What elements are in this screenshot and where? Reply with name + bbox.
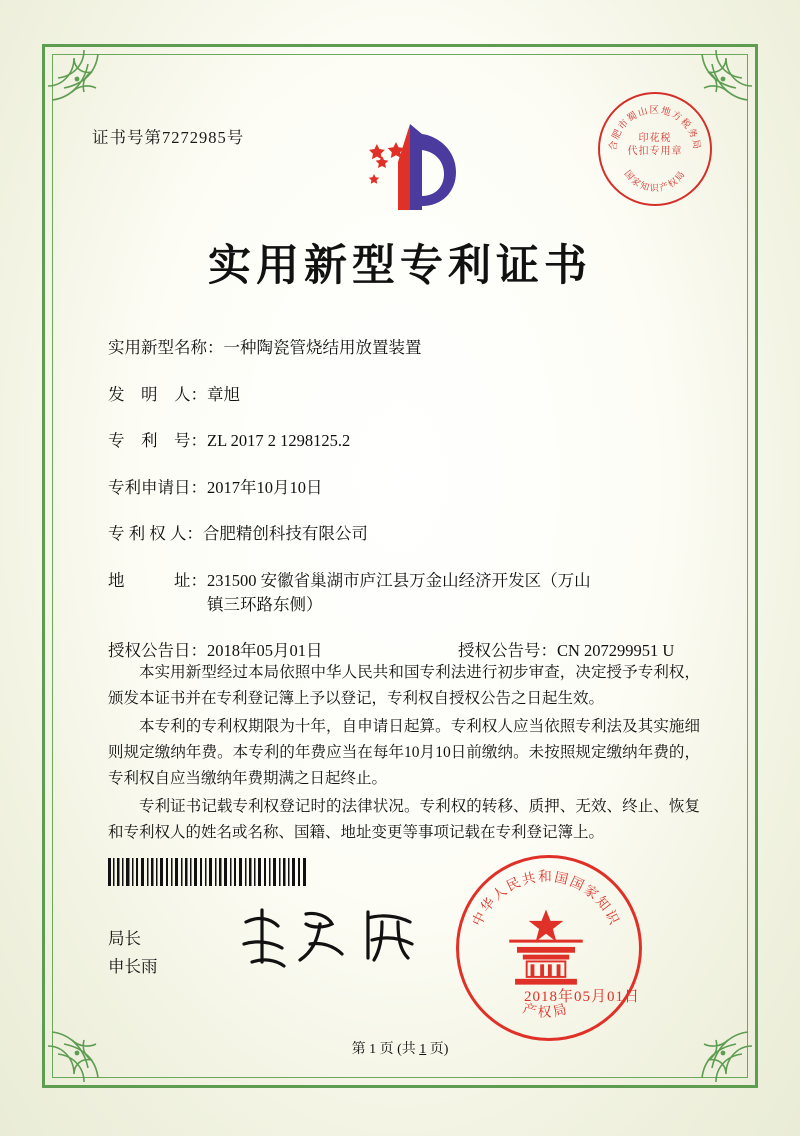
- svg-text:国家知识产权局: 国家知识产权局: [622, 168, 688, 193]
- svg-text:产权局: 产权局: [521, 1000, 571, 1020]
- page-footer: [0, 1038, 800, 1058]
- field-label: 发 明 人：: [108, 384, 207, 404]
- field-row-patentee: [108, 522, 700, 546]
- sipo-logo-icon: [352, 110, 462, 220]
- barcode: [108, 858, 308, 886]
- legal-paragraph: 本实用新型经过本局依照中华人民共和国专利法进行初步审查，决定授予专利权，颁发本证书并在专利登记簿上予以登记，专利权自授权公告之日起生效。: [108, 664, 700, 707]
- field-value: 2017年10月10日: [207, 477, 323, 497]
- field-value: 231500 安徽省巢湖市庐江县万金山经济开发区（万山镇三环路东侧）: [207, 570, 591, 614]
- announcement-date-label: 授权公告日：: [108, 641, 207, 660]
- certificate-number: 证书号第7272985号: [92, 128, 245, 147]
- legal-body-text: [108, 660, 700, 848]
- legal-paragraph: 本专利的专利权期限为十年，自申请日起算。专利权人应当依照专利法及其实施细则规定缴纳年费。本专利的年费应当在每年10月10日前缴纳。未按照规定缴纳年费的，专利权自应当缴纳年费期满之日起终止。: [108, 718, 700, 787]
- tax-stamp-seal: [598, 92, 712, 206]
- footer-prefix: 第 1 页 (共: [351, 1042, 420, 1057]
- announcement-no-label: 授权公告号：: [458, 641, 557, 660]
- field-value: 一种陶瓷管烧结用放置装置: [223, 338, 422, 357]
- field-row-title: [108, 336, 700, 360]
- field-label: 专 利 号：: [108, 431, 207, 450]
- signatory-block: [108, 925, 158, 981]
- tax-stamp-line-1: 印花税: [638, 133, 672, 144]
- handwritten-signature-icon: [232, 900, 432, 976]
- field-value: ZL 2017 2 1298125.2: [207, 431, 351, 450]
- field-value: 章旭: [207, 384, 240, 404]
- footer-suffix: 页): [426, 1042, 449, 1057]
- field-row-application-date: [108, 476, 700, 500]
- field-label: 地 址：: [108, 570, 207, 590]
- seal-date: 2018年05月01日: [523, 989, 640, 1005]
- field-label: 专利申请日：: [108, 477, 207, 497]
- footer-page-count: 1: [419, 1042, 427, 1057]
- tax-stamp-line-2: 代扣专用章: [627, 146, 683, 157]
- announcement-date-value: 2018年05月01日: [207, 641, 323, 660]
- national-seal: [456, 855, 642, 1041]
- svg-text:合肥市蜀山区地方税务局: 合肥市蜀山区地方税务局: [608, 106, 702, 152]
- signatory-name: 申长雨: [108, 957, 158, 976]
- svg-text:中华人民共和国国家知识: 中华人民共和国国家知识: [469, 869, 623, 929]
- field-row-inventor: [108, 383, 700, 407]
- field-row-patent-no: [108, 429, 700, 453]
- signatory-role: 局长: [108, 929, 141, 948]
- legal-paragraph: 专利证书记载专利权登记时的法律状况。专利权的转移、质押、无效、终止、恢复和专利权人的姓名或名称、国籍、地址变更等事项记载在专利登记簿上。: [108, 798, 700, 841]
- announcement-no-value: CN 207299951 U: [557, 641, 675, 660]
- field-label: 专 利 权 人：: [108, 524, 203, 543]
- field-row-address: [108, 569, 700, 617]
- fields-list: [108, 336, 700, 686]
- field-value: 合肥精创科技有限公司: [202, 524, 368, 543]
- field-label: 实用新型名称：: [108, 338, 224, 357]
- page-title: 实用新型专利证书: [208, 243, 592, 290]
